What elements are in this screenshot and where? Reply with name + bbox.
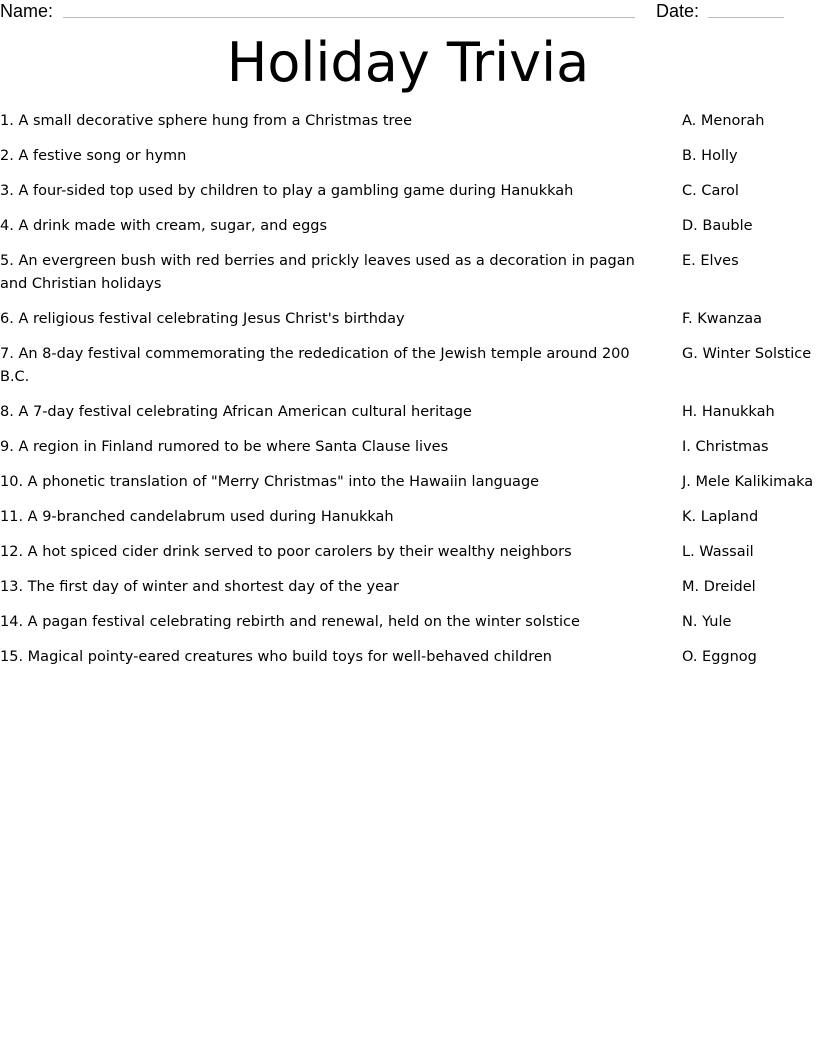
- matching-row: [0, 308, 816, 331]
- clue-text: 15. Magical pointy-eared creatures who build toys for well-behaved children: [0, 649, 552, 665]
- clue-text: 14. A pagan festival celebrating rebirth and renewal, held on the winter solstice: [0, 614, 580, 630]
- date-field[interactable]: [708, 17, 784, 18]
- answer-option: G. Winter Solstice: [682, 346, 812, 362]
- clue-text: 4. A drink made with cream, sugar, and eggs: [0, 218, 328, 234]
- clue-text: 13. The first day of winter and shortest day of the year: [0, 579, 399, 595]
- clue-text: 11. A 9-branched candelabrum used during Hanukkah: [0, 509, 394, 525]
- matching-list: [0, 110, 816, 681]
- answer-option: J. Mele Kalikimaka: [682, 474, 814, 490]
- matching-row: [0, 576, 816, 599]
- matching-row: [0, 506, 816, 529]
- clue-text: 3. A four-sided top used by children to play a gambling game during Hanukkah: [0, 183, 574, 199]
- matching-row: [0, 343, 816, 389]
- date-label: Date:: [656, 1, 700, 21]
- name-label: Name:: [0, 1, 54, 21]
- matching-row: [0, 110, 816, 133]
- answer-option: F. Kwanzaa: [682, 311, 763, 327]
- matching-row: [0, 401, 816, 424]
- answer-option: K. Lapland: [682, 509, 759, 525]
- answer-option: L. Wassail: [682, 544, 754, 560]
- clue-text: 10. A phonetic translation of "Merry Christmas" into the Hawaiin language: [0, 474, 540, 490]
- clue-text: 6. A religious festival celebrating Jesus Christ's birthday: [0, 311, 405, 327]
- answer-option: I. Christmas: [682, 439, 769, 455]
- matching-row: [0, 145, 816, 168]
- matching-row: [0, 180, 816, 203]
- matching-row: [0, 215, 816, 238]
- clue-text: 12. A hot spiced cider drink served to poor carolers by their wealthy neighbors: [0, 544, 572, 560]
- clue-text: 2. A festive song or hymn: [0, 148, 187, 164]
- answer-option: A. Menorah: [682, 113, 765, 129]
- answer-option: M. Dreidel: [682, 579, 756, 595]
- worksheet-header: [0, 0, 816, 22]
- clue-text: 5. An evergreen bush with red berries and prickly leaves used as a decoration in pagan and Christian holidays: [0, 253, 635, 292]
- matching-row: [0, 646, 816, 669]
- answer-option: C. Carol: [682, 183, 739, 199]
- page-title: Holiday Trivia: [226, 31, 590, 94]
- answer-option: B. Holly: [682, 148, 738, 164]
- answer-option: O. Eggnog: [682, 649, 757, 665]
- clue-text: 7. An 8-day festival commemorating the rededication of the Jewish temple around 200 B.C.: [0, 346, 630, 385]
- clue-text: 9. A region in Finland rumored to be where Santa Clause lives: [0, 439, 449, 455]
- name-field[interactable]: [63, 17, 635, 18]
- clue-text: 8. A 7-day festival celebrating African American cultural heritage: [0, 404, 472, 420]
- answer-option: D. Bauble: [682, 218, 753, 234]
- answer-option: N. Yule: [682, 614, 732, 630]
- answer-option: H. Hanukkah: [682, 404, 775, 420]
- matching-row: [0, 611, 816, 634]
- matching-row: [0, 471, 816, 494]
- matching-row: [0, 541, 816, 564]
- matching-row: [0, 250, 816, 296]
- answer-option: E. Elves: [682, 253, 739, 269]
- clue-text: 1. A small decorative sphere hung from a Christmas tree: [0, 113, 413, 129]
- matching-row: [0, 436, 816, 459]
